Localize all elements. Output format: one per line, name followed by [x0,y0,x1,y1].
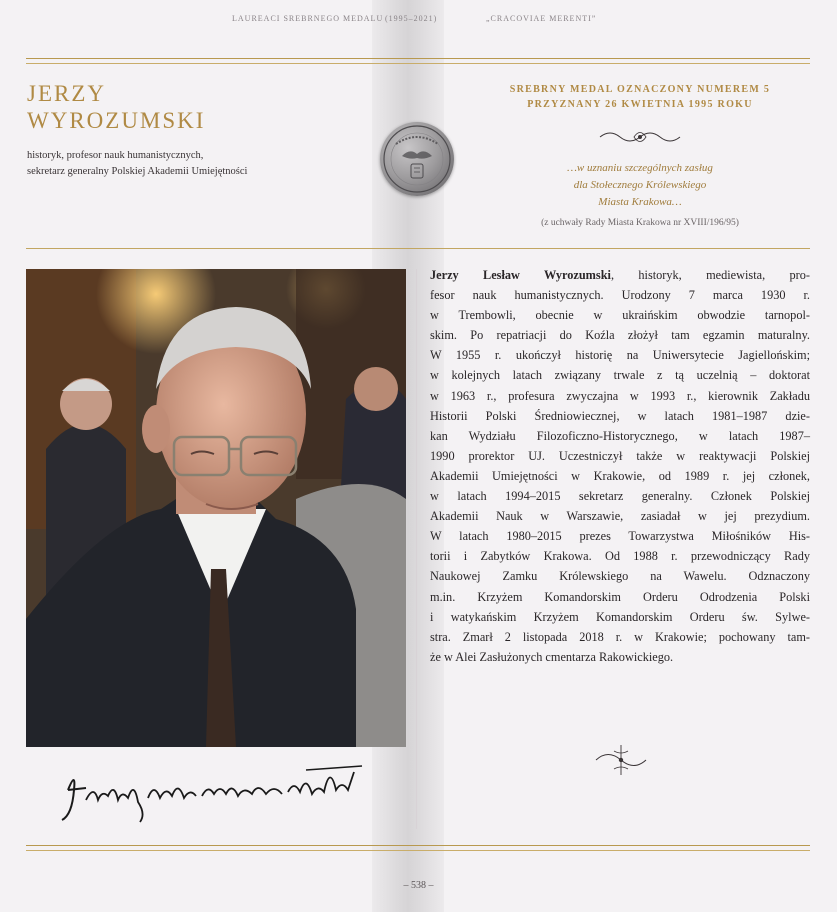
award-citation [470,160,810,211]
bio-line: Akademii Umiejętności w Krakowie, od 1989 r. jej członek, [430,468,810,483]
person-role-line-2: sekretarz generalny Polskiej Akademii Umiejętności [27,166,248,177]
bio-line: fesor nauk humanistycznych. Urodzony 7 marca 1930 r. [430,288,810,303]
bottom-ornament-icon [594,743,648,777]
biography-text [430,265,810,667]
bio-line: 1990 prorektor UJ. Uczestniczył także w reaktywacji Polskiej [430,448,810,463]
person-role [27,148,357,180]
bio-line: i watykańskim Krzyżem Komandorskim Orderu św. Sylwe- [430,609,810,624]
running-head [0,14,837,30]
bio-line: w 1963 r., profesura zwyczajna w 1993 r., kierownik Zakładu [430,388,810,403]
person-name [27,80,347,134]
bio-line: Akademii Nauk w Warszawie, zasiadał w jej prezydium. [430,509,810,524]
top-rule [26,58,810,64]
silver-medal-image [380,122,454,196]
page-number: – 538 – [403,880,434,891]
running-head-left: LAUREACI SREBRNEGO MEDALU [232,14,384,23]
bio-line: że w Alei Zasłużonych cmentarza Rakowickiego. [430,649,674,664]
bio-line: , historyk, mediewista, pro- [610,268,810,282]
running-head-right: „CRACOVIAE MERENTI” [486,14,597,23]
resolution-reference: (z uchwały Rady Miasta Krakowa nr XVIII/196/95) [541,218,739,228]
award-heading-line-2: PRZYZNANY 26 KWIETNIA 1995 ROKU [527,99,753,110]
bottom-rule [26,845,810,851]
bio-line: w latach 1994–2015 sekretarz generalny. Członek Polskiej [430,489,810,504]
bio-line: torii i Zabytków Krakowa. Od 1988 r. przewodniczący Rady [430,549,810,564]
award-heading [470,82,810,112]
person-name-first: JERZY [27,81,106,106]
citation-line-2: dla Stołecznego Królewskiego [573,179,707,191]
bio-line: W 1955 r. ukończył historię na Uniwersytecie Jagiellońskim; [430,348,810,363]
column-divider [416,269,417,829]
bio-line: w kolejnych latach związany trwale z tą uczelnią – doktorat [430,368,810,383]
award-heading-line-1: SREBRNY MEDAL OZNACZONY NUMEREM 5 [509,84,771,95]
bio-line: stra. Zmarł 2 listopada 2018 r. w Krakowie; pochowany tam- [430,629,810,644]
running-head-center: (1995–2021) [385,14,438,23]
flourish-ornament-icon [598,126,682,148]
person-name-last: WYROZUMSKI [27,108,206,133]
citation-line-3: Miasta Krakowa… [598,196,682,208]
bio-line: w Trembowli, obecnie w ukraińskim obwodzie tarnopol- [430,308,810,323]
person-role-line-1: historyk, profesor nauk humanistycznych, [27,150,204,161]
portrait-photo [26,269,406,747]
bio-name: Jerzy Lesław Wyrozumski [430,268,611,282]
bio-line: m.in. Krzyżem Komandorskim Orderu Odrodzenia Polski [430,589,810,604]
middle-rule [26,248,810,249]
citation-line-1: …w uznaniu szczególnych zasług [567,162,713,174]
handwritten-signature [56,760,376,830]
bio-line: kan Wydziału Filozoficzno-Historycznego, w latach 1987– [430,428,810,443]
bio-line: Naukowej Zamku Królewskiego na Wawelu. Odznaczony [430,569,810,584]
bio-line: Historii Polski Średniowiecznej, w latach 1981–1987 dzie- [430,408,810,423]
bio-line: skim. Po repatriacji do Koźla złożył tam egzamin maturalny. [430,328,810,343]
bio-line: W latach 1980–2015 prezes Towarzystwa Miłośników His- [430,529,810,544]
